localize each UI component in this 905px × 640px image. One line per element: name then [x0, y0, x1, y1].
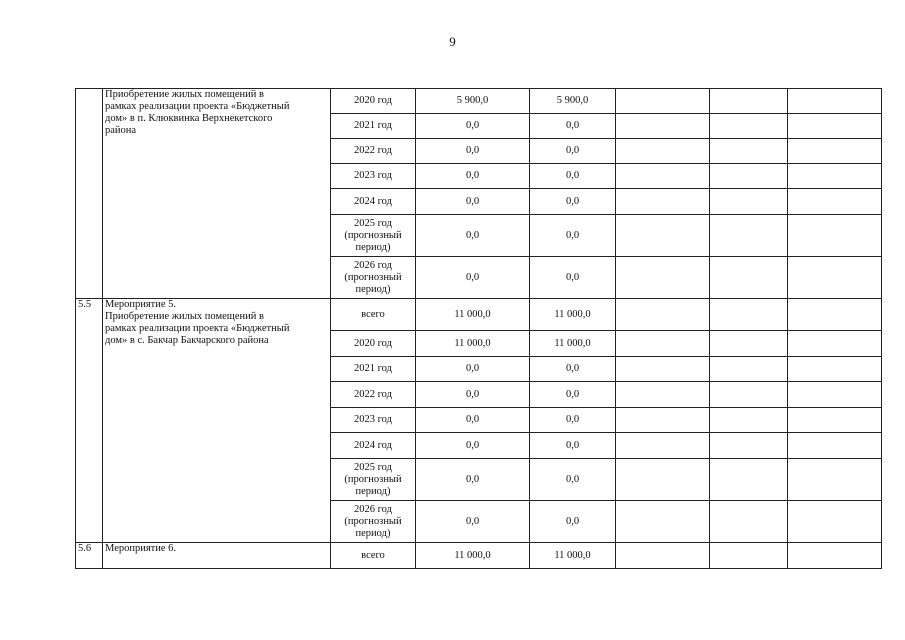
period-line: 2023 год: [354, 170, 392, 181]
period-cell: [331, 543, 416, 569]
period-line: 2026 год: [354, 259, 392, 271]
budget-table: [75, 88, 882, 569]
empty-cell: [616, 189, 710, 215]
empty-cell: [616, 459, 710, 501]
page-number: 9: [449, 34, 456, 49]
empty-cell: [616, 543, 710, 569]
period-cell: [331, 164, 416, 189]
period-line: 2024 год: [354, 195, 392, 207]
total-cell: 0,0: [416, 164, 530, 189]
budget-value-cell: 0,0: [530, 408, 616, 433]
period-line: 2026 год: [354, 503, 392, 515]
empty-cell: [788, 433, 882, 459]
period-cell: [331, 89, 416, 114]
period-cell: [331, 459, 416, 501]
empty-cell: [710, 139, 788, 164]
period-cell: [331, 189, 416, 215]
item-name: [103, 89, 331, 299]
empty-cell: [616, 357, 710, 382]
empty-cell: [710, 114, 788, 139]
item-name: [103, 543, 331, 569]
budget-value-cell: 0,0: [530, 459, 616, 501]
budget-value-cell: 11 000,0: [530, 331, 616, 357]
total-cell: 0,0: [416, 189, 530, 215]
item-name: [103, 299, 331, 543]
period-line: период): [355, 283, 391, 295]
budget-value-cell: 0,0: [530, 139, 616, 164]
period-line: (прогнозный: [344, 473, 402, 485]
period-line: 2023 год: [354, 414, 392, 425]
total-cell: 0,0: [416, 433, 530, 459]
item-name-line: дом» в с. Бакчар Бакчарского района: [105, 335, 269, 346]
period-line: всего: [361, 308, 385, 320]
budget-value-cell: 0,0: [530, 257, 616, 299]
empty-cell: [710, 433, 788, 459]
period-line: 2022 год: [354, 145, 392, 156]
empty-cell: [616, 433, 710, 459]
budget-value-cell: 0,0: [530, 215, 616, 257]
total-cell: 0,0: [416, 257, 530, 299]
total-cell: 0,0: [416, 408, 530, 433]
total-cell: 11 000,0: [416, 543, 530, 569]
empty-cell: [788, 89, 882, 114]
period-cell: [331, 257, 416, 299]
empty-cell: [788, 501, 882, 543]
budget-value-cell: 11 000,0: [530, 543, 616, 569]
item-name-line: Мероприятие 6.: [105, 543, 177, 554]
total-cell: 0,0: [416, 357, 530, 382]
budget-value-cell: 0,0: [530, 501, 616, 543]
item-number: 5.6: [76, 543, 103, 569]
empty-cell: [710, 501, 788, 543]
empty-cell: [710, 89, 788, 114]
period-line: 2024 год: [354, 439, 392, 451]
period-cell: [331, 331, 416, 357]
budget-value-cell: 0,0: [530, 382, 616, 408]
budget-value-cell: 0,0: [530, 189, 616, 215]
empty-cell: [710, 459, 788, 501]
empty-cell: [710, 164, 788, 189]
period-line: 2022 год: [354, 388, 392, 400]
period-line: период): [355, 241, 391, 253]
item-name-line: Мероприятие 5.: [105, 299, 177, 310]
period-line: 2020 год: [354, 337, 392, 349]
empty-cell: [788, 459, 882, 501]
empty-cell: [788, 543, 882, 569]
total-cell: 0,0: [416, 501, 530, 543]
empty-cell: [710, 543, 788, 569]
period-line: период): [355, 527, 391, 539]
period-line: 2020 год: [354, 95, 392, 106]
period-cell: [331, 433, 416, 459]
empty-cell: [710, 331, 788, 357]
empty-cell: [788, 299, 882, 331]
empty-cell: [616, 382, 710, 408]
empty-cell: [710, 189, 788, 215]
empty-cell: [616, 299, 710, 331]
period-cell: [331, 299, 416, 331]
table-row: [76, 299, 882, 331]
empty-cell: [788, 139, 882, 164]
empty-cell: [616, 215, 710, 257]
empty-cell: [788, 215, 882, 257]
period-line: 2021 год: [354, 120, 392, 131]
item-number: [76, 89, 103, 299]
budget-value-cell: 0,0: [530, 433, 616, 459]
budget-value-cell: 0,0: [530, 164, 616, 189]
total-cell: 0,0: [416, 382, 530, 408]
empty-cell: [710, 382, 788, 408]
empty-cell: [788, 189, 882, 215]
total-cell: 0,0: [416, 459, 530, 501]
item-name-line: рамках реализации проекта «Бюджетный: [105, 323, 290, 334]
item-name-line: Приобретение жилых помещений в: [105, 311, 264, 322]
period-line: период): [355, 485, 391, 497]
total-cell: 0,0: [416, 114, 530, 139]
period-line: 2021 год: [354, 363, 392, 374]
empty-cell: [788, 408, 882, 433]
empty-cell: [616, 331, 710, 357]
empty-cell: [788, 114, 882, 139]
total-cell: 0,0: [416, 139, 530, 164]
empty-cell: [710, 299, 788, 331]
empty-cell: [710, 357, 788, 382]
empty-cell: [616, 164, 710, 189]
empty-cell: [710, 215, 788, 257]
period-cell: [331, 382, 416, 408]
total-cell: 11 000,0: [416, 299, 530, 331]
empty-cell: [788, 382, 882, 408]
period-line: (прогнозный: [344, 229, 402, 241]
item-name-line: дом» в п. Клюквинка Верхнекетского: [105, 113, 273, 124]
table-row: [76, 543, 882, 569]
empty-cell: [788, 357, 882, 382]
empty-cell: [788, 164, 882, 189]
empty-cell: [616, 408, 710, 433]
item-name-line: Приобретение жилых помещений в: [105, 89, 264, 100]
budget-value-cell: 5 900,0: [530, 89, 616, 114]
empty-cell: [616, 501, 710, 543]
period-line: 2025 год: [354, 217, 392, 229]
empty-cell: [616, 89, 710, 114]
period-line: 2025 год: [354, 461, 392, 473]
total-cell: 5 900,0: [416, 89, 530, 114]
period-cell: [331, 114, 416, 139]
period-line: всего: [361, 549, 385, 561]
empty-cell: [788, 257, 882, 299]
period-cell: [331, 357, 416, 382]
empty-cell: [616, 257, 710, 299]
period-cell: [331, 408, 416, 433]
budget-value-cell: 0,0: [530, 114, 616, 139]
period-line: (прогнозный: [344, 271, 402, 283]
table-row: [76, 89, 882, 114]
empty-cell: [788, 331, 882, 357]
empty-cell: [616, 139, 710, 164]
empty-cell: [616, 114, 710, 139]
item-name-line: района: [105, 125, 137, 136]
budget-value-cell: 11 000,0: [530, 299, 616, 331]
period-line: (прогнозный: [344, 515, 402, 527]
item-name-line: рамках реализации проекта «Бюджетный: [105, 101, 290, 112]
period-cell: [331, 501, 416, 543]
period-cell: [331, 139, 416, 164]
item-number: 5.5: [76, 299, 103, 543]
period-cell: [331, 215, 416, 257]
total-cell: 11 000,0: [416, 331, 530, 357]
total-cell: 0,0: [416, 215, 530, 257]
empty-cell: [710, 257, 788, 299]
empty-cell: [710, 408, 788, 433]
budget-value-cell: 0,0: [530, 357, 616, 382]
